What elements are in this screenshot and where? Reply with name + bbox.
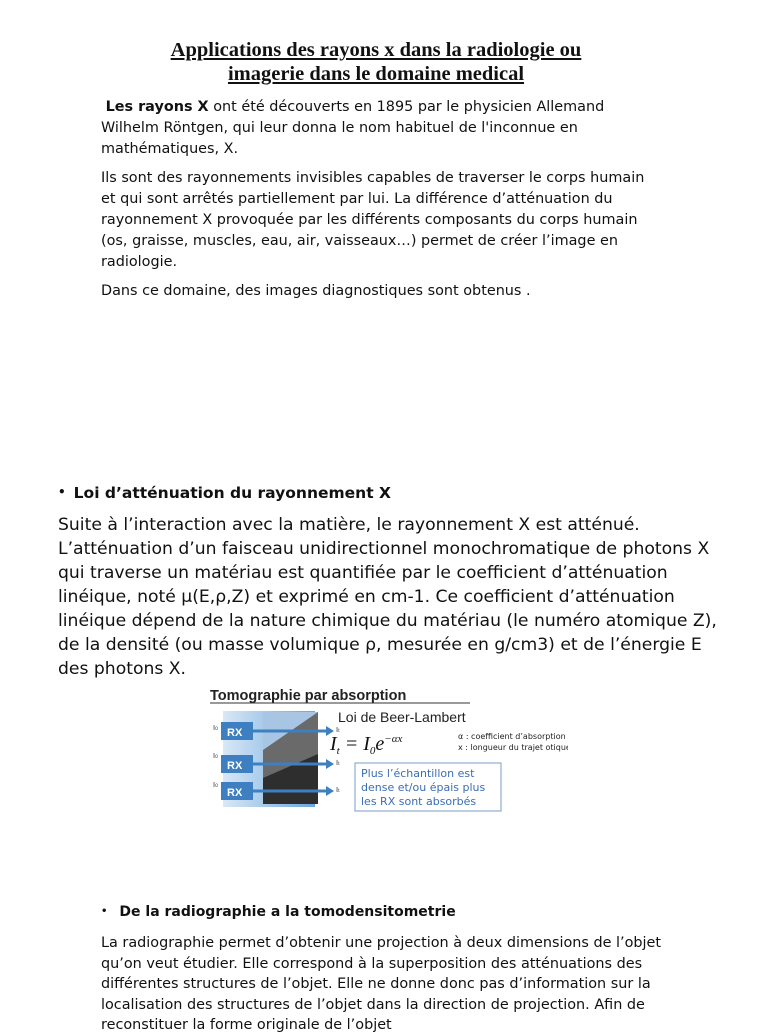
formula-equals-i: = I [339,733,370,755]
explanation-line-3: les RX sont absorbés [361,795,477,808]
intro-paragraph-2: Ils sont des rayonnements invisibles capables de traverser le corps humain et qui sont arrêtés partiellement par lui. La différence d’atténuation du rayonnement X provoquée par les différents composants du corps humain (os, graisse, muscles, eau, air, vaisseaux…) permet de créer l’image en radiologie. [101,170,645,270]
formula-e: e [375,733,385,755]
explanation-line-2: dense et/ou épais plus [361,781,486,794]
beam-arrowhead-3 [326,786,334,796]
it-label-3: Iₜ [336,786,341,794]
rx-label-3: RX [227,787,243,799]
radiography-heading [101,901,671,925]
rx-label-2: RX [227,760,243,772]
intro-section [101,97,661,310]
bullet-icon: • [101,906,108,917]
page-title-line-2: imagerie dans le domaine medical [227,63,525,85]
i0-label-3: I₀ [213,781,218,789]
radiography-section [101,901,671,1036]
beer-lambert-formula [329,733,402,757]
radiography-heading-text: De la radiographie a la tomodensitometrie [119,904,456,920]
radiography-body: La radiographie permet d’obtenir une projection à deux dimensions de l’objet qu’on veut étudier. Elle correspond à la superposition des atténuations des différentes structures de l’objet. Elle ne donne donc pas d’information sur la localisation des structures de l’objet dans la direction de projection. Afin de reconstituer la forme originale de l’objet [101,935,662,1033]
attenuation-body: Suite à l’interaction avec la matière, le rayonnement X est atténué. L’atténuation d’un faisceau unidirectionnel monochromatique de photons X qui traverse un matériau est quantifiée par le coefficient d’atténuation linéique, noté μ(E,ρ,Z) et exprimé en cm-1. Ce coefficient d’atténuation linéique dépend de la nature chimique du matériau (le numéro atomique Z), de la densité (ou masse volumique ρ, mesurée en g/cm3) et de l’énergie E des photons X. [58,515,717,679]
figure-title: Tomographie par absorption [210,688,407,704]
explanation-line-1: Plus l’échantillon est [361,767,475,780]
beer-lambert-figure [208,684,568,814]
page-title-line-1: Applications des rayons x dans la radiologie ou [170,39,582,61]
beam-arrowhead-2 [326,759,334,769]
x-definition: x : longueur du trajet otique [458,743,568,752]
it-label-2: Iₜ [336,759,341,767]
formula-it: I [330,733,337,755]
page-title [100,38,652,86]
i0-label-1: I₀ [213,724,218,732]
attenuation-heading-text: Loi d’atténuation du rayonnement X [73,484,391,502]
i0-label-2: I₀ [213,752,218,760]
it-label-1: Iₜ [336,726,341,734]
alpha-definition: α : coefficient d’absorption [458,732,566,741]
beer-lambert-diagram [208,684,568,814]
attenuation-section [58,481,718,681]
formula-exponent: −αx [384,733,403,745]
bullet-icon: • [58,485,66,499]
intro-paragraph-1-text: ont été découverts en 1895 par le physicien Allemand Wilhelm Röntgen, qui leur donna le nom habituel de l'inconnue en mathématiques, X. [101,99,605,157]
beer-lambert-law-label: Loi de Beer-Lambert [338,709,466,725]
formula-it-sub: t [336,745,340,757]
intro-paragraph-1 [101,97,661,160]
intro-bold-term: Les rayons X [105,99,209,115]
intro-paragraph-3: Dans ce domaine, des images diagnostiques sont obtenus . [101,283,531,299]
rx-label-1: RX [227,727,243,739]
attenuation-heading [58,481,718,506]
formula-i0-sub: 0 [369,745,376,757]
